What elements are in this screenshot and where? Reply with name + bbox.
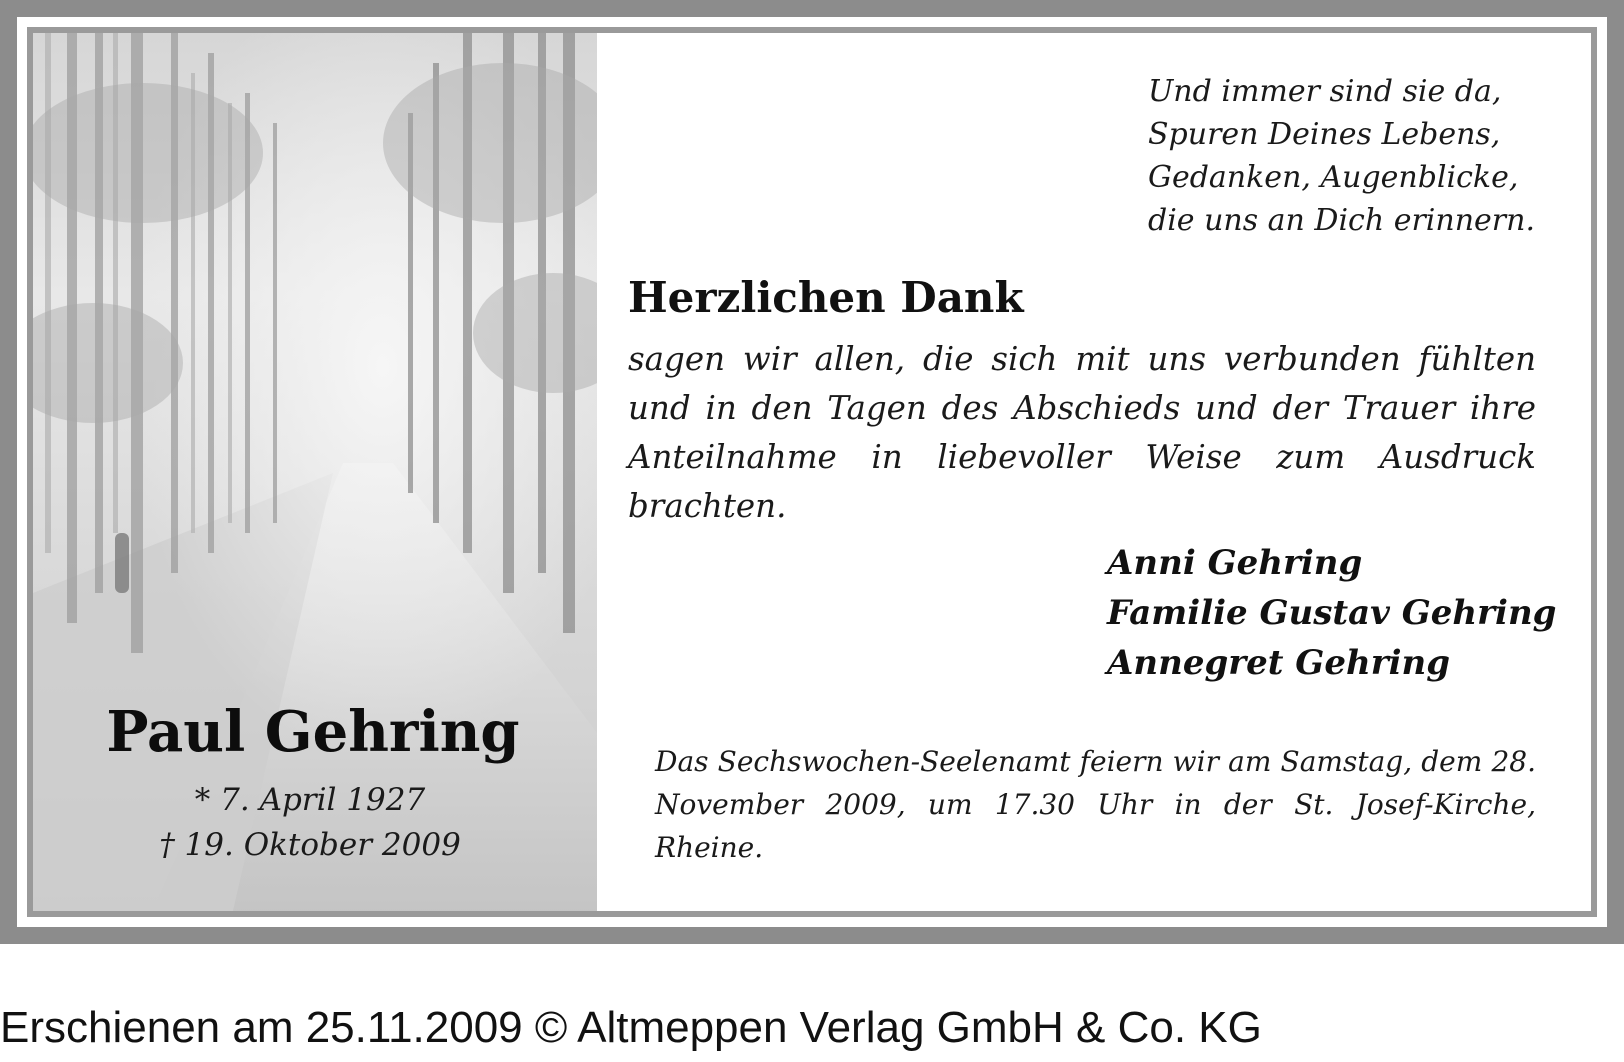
signer-name: Familie Gustav Gehring [1107, 593, 1557, 633]
publication-footer: Erschienen am 25.11.2009 © Altmeppen Verlag GmbH & Co. KG [0, 1003, 1262, 1052]
quote-line: die uns an Dich erinnern. [1148, 203, 1535, 238]
signer-name: Annegret Gehring [1107, 643, 1451, 683]
death-date: † 19. Oktober 2009 [159, 827, 461, 863]
quote-line: Und immer sind sie da, [1148, 74, 1502, 109]
deceased-name: Paul Gehring [106, 699, 520, 765]
quote-line: Gedanken, Augenblicke, [1148, 160, 1519, 195]
memorial-quote [1148, 70, 1578, 242]
signer-name: Anni Gehring [1107, 543, 1363, 583]
service-announcement: Das Sechswochen-Seelenamt feiern wir am Samstag, dem 28. November 2009, um 17.30 Uhr in der St. Josef-Kirche, Rheine. [655, 745, 1536, 864]
birth-date: * 7. April 1927 [194, 782, 426, 818]
thanks-text: sagen wir allen, die sich mit uns verbunden fühlten und in den Tagen des Abschieds und der Trauer ihre Anteilnahme in liebevoller Weise zum Ausdruck brachten. [628, 340, 1536, 525]
thanks-heading: Herzlichen Dank [628, 273, 1024, 322]
signers-list [1107, 538, 1556, 688]
life-dates [110, 778, 510, 868]
quote-line: Spuren Deines Lebens, [1148, 117, 1501, 152]
